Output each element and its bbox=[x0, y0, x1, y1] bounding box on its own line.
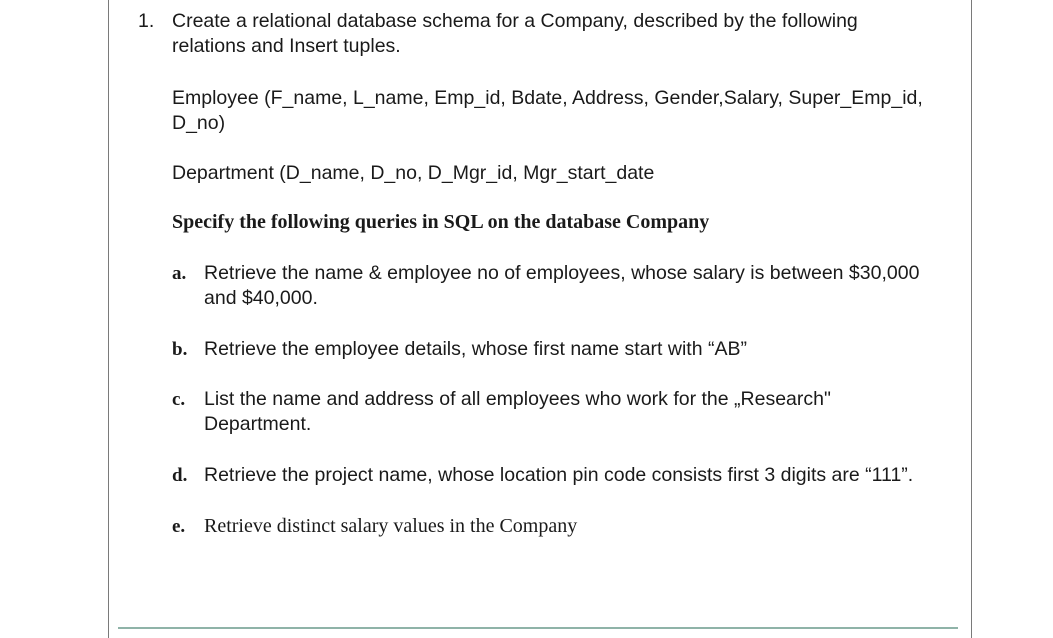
question-text: Create a relational database schema for a Company, described by the following relations and Insert tuples. bbox=[172, 10, 858, 57]
query-item-e bbox=[172, 514, 928, 539]
query-item-a bbox=[172, 261, 928, 311]
query-item-c bbox=[172, 387, 928, 437]
question-heading bbox=[138, 9, 928, 59]
query-letter: d. bbox=[172, 465, 188, 486]
instruction-heading: Specify the following queries in SQL on the database Company bbox=[172, 211, 710, 233]
query-letter: a. bbox=[172, 263, 187, 284]
query-list bbox=[138, 261, 928, 539]
employee-relation: Employee (F_name, L_name, Emp_id, Bdate, Address, Gender,Salary, Super_Emp_id, D_no) bbox=[172, 87, 923, 134]
query-text: List the name and address of all employees who work for the „Research" Department. bbox=[204, 388, 831, 435]
department-relation: Department (D_name, D_no, D_Mgr_id, Mgr_start_date bbox=[172, 162, 655, 184]
query-text: Retrieve the project name, whose location pin code consists first 3 digits are “111”. bbox=[204, 464, 914, 486]
question-number: 1. bbox=[138, 10, 155, 32]
query-letter: c. bbox=[172, 389, 186, 410]
query-text: Retrieve the employee details, whose first name start with “AB” bbox=[204, 338, 747, 360]
query-text: Retrieve the name & employee no of employees, whose salary is between $30,000 and $40,000. bbox=[204, 262, 920, 309]
query-letter: e. bbox=[172, 516, 186, 537]
query-item-d bbox=[172, 463, 928, 488]
query-item-b bbox=[172, 337, 928, 362]
document-content bbox=[138, 9, 928, 539]
query-text: Retrieve distinct salary values in the Company bbox=[204, 515, 578, 537]
bottom-divider bbox=[118, 627, 958, 629]
query-letter: b. bbox=[172, 339, 188, 360]
